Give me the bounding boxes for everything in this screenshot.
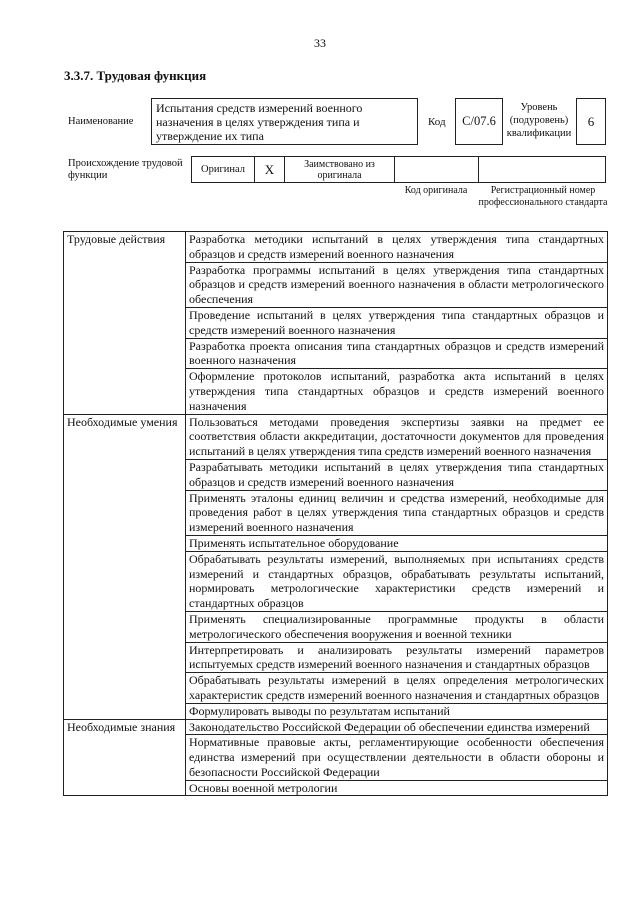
table-cell: Применять специализированные программные продукты в области метрологического обеспечения вооружения и военной техники bbox=[186, 611, 608, 642]
table-cell: Разрабатывать методики испытаний в целях утверждения типа стандартных образцов и средств измерений военного назначения bbox=[186, 459, 608, 490]
table-cell: Законодательство Российской Федерации об обеспечении единства измерений bbox=[186, 719, 608, 735]
code-original-caption: Код оригинала bbox=[404, 185, 468, 196]
table-cell: Пользоваться методами проведения экспертизы заявки на предмет ее соответствия области аккредитации, достаточности документов для проведения испытаний в целях утверждения типа средств измерений военного назначения bbox=[186, 414, 608, 459]
reg-number-caption: Регистрационный номер профессионального стандарта bbox=[478, 185, 608, 208]
table-cell: Разработка проекта описания типа стандартных образцов и средств измерений военного назначения bbox=[186, 338, 608, 369]
table-cell: Применять эталоны единиц величин и средства измерений, необходимые для проведения работ в целях утверждения типа стандартных образцов и средств измерений военного назначения bbox=[186, 490, 608, 535]
code-label: Код bbox=[428, 116, 446, 128]
table-row bbox=[64, 414, 608, 459]
table-cell: Разработка программы испытаний в целях утверждения типа стандартных образцов и средств измерений военного назначения в области метрологического обеспечения bbox=[186, 262, 608, 307]
page-number: 33 bbox=[314, 36, 326, 50]
level-label: Уровень (подуровень) квалификации bbox=[506, 102, 572, 139]
table-cell: Интерпретировать и анализировать результаты измерений параметров испытуемых средств измерений военного назначения и стандартных образцов bbox=[186, 642, 608, 673]
origin-label: Происхождение трудовой функции bbox=[68, 158, 183, 181]
table-cell: Формулировать выводы по результатам испытаний bbox=[186, 703, 608, 719]
section-title-actions: Трудовые действия bbox=[64, 232, 186, 415]
table-row bbox=[64, 719, 608, 735]
function-table bbox=[63, 231, 608, 796]
table-cell: Обрабатывать результаты измерений, выполняемых при испытаниях средств измерений и стандартных образцов, обрабатывать результаты испытаний, нормировать метрологические характеристики средств измерений и стандартных образцов bbox=[186, 551, 608, 611]
section-title: 3.3.7. Трудовая функция bbox=[64, 68, 207, 83]
section-title-knowledge: Необходимые знания bbox=[64, 719, 186, 796]
code-original-cell bbox=[395, 157, 479, 182]
table-cell: Разработка методики испытаний в целях утверждения типа стандартных образцов и средств измерений военного назначения bbox=[186, 232, 608, 263]
table-row bbox=[64, 232, 608, 263]
reg-number-cell bbox=[479, 157, 605, 182]
origin-grid bbox=[191, 156, 606, 183]
table-cell: Проведение испытаний в целях утверждения типа стандартных образцов и средств измерений военного назначения bbox=[186, 307, 608, 338]
table-cell: Применять испытательное оборудование bbox=[186, 535, 608, 551]
qualification-level: 6 bbox=[576, 98, 606, 145]
section-title-skills: Необходимые умения bbox=[64, 414, 186, 719]
table-cell: Оформление протоколов испытаний, разработка акта испытаний в целях утверждения типа стандартных образцов и средств измерений военного назначения bbox=[186, 369, 608, 414]
table-cell: Основы военной метрологии bbox=[186, 780, 608, 796]
function-code: C/07.6 bbox=[455, 98, 503, 145]
table-cell: Нормативные правовые акты, регламентирующие особенности обеспечения единства измерений при осуществлении деятельности в области обороны и безопасности Российской Федерации bbox=[186, 735, 608, 780]
name-label: Наименование bbox=[68, 116, 134, 127]
table-cell: Обрабатывать результаты измерений в целях определения метрологических характеристик средств измерений военного назначения и стандартных образцов bbox=[186, 673, 608, 704]
original-mark: X bbox=[255, 157, 285, 182]
original-label: Оригинал bbox=[192, 157, 255, 182]
function-name: Испытания средств измерений военного назначения в целях утверждения типа и утверждение их типа bbox=[151, 98, 418, 145]
borrowed-label: Заимствовано из оригинала bbox=[285, 157, 395, 182]
